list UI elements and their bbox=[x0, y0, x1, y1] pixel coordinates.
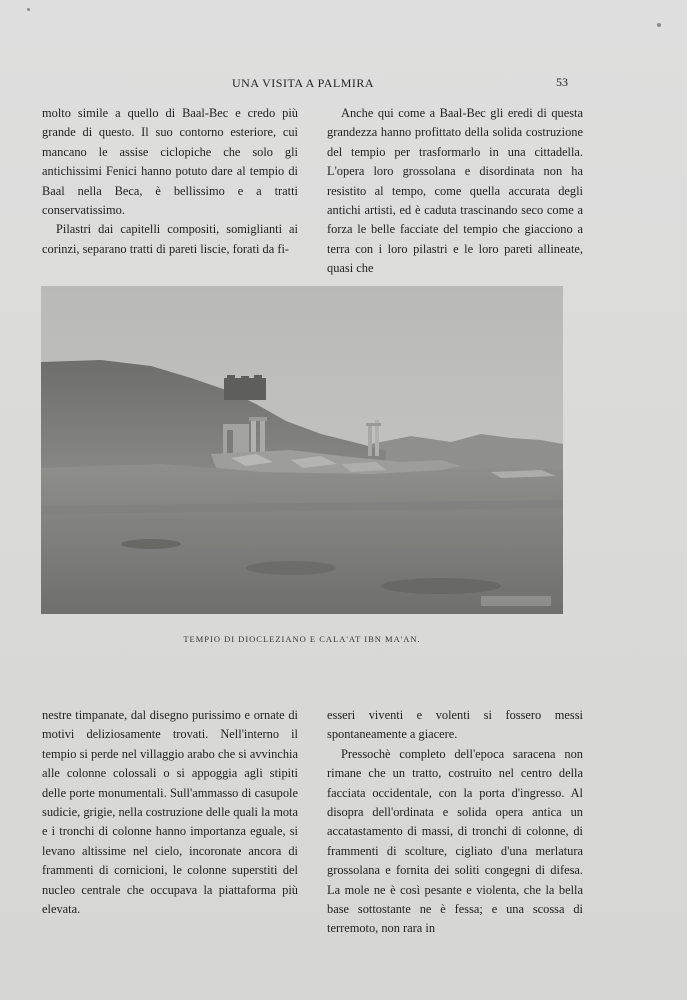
paragraph: Pilastri dai capitelli compositi, somiglianti ai corinzi, separano tratti di pareti liscie, forati da fi- bbox=[42, 222, 298, 256]
figure-caption: TEMPIO DI DIOCLEZIANO E CALA'AT IBN MA'AN. bbox=[183, 634, 421, 644]
paper-speck bbox=[657, 23, 661, 27]
ruins-photograph bbox=[41, 286, 563, 614]
text-column-bottom-right bbox=[327, 706, 583, 939]
paragraph: molto simile a quello di Baal-Bec e credo più grande di questo. Il suo contorno esteriore, cui mancano le assise ciclopiche che solo gli antichissimi Fenici hanno potuto dare al tempio di Baal nella Beca, è bellissimo e a tratti conservatissimo. bbox=[42, 106, 298, 218]
text-column-top-left bbox=[42, 104, 298, 259]
paper-speck bbox=[27, 8, 30, 11]
text-column-bottom-left bbox=[42, 706, 298, 919]
paragraph: nestre timpanate, dal disegno purissimo e ornate di motivi deliziosamente trovati. Nell'interno il tempio si perde nel villaggio arabo che si avvinchia alle colonne colossali o si appoggia agli stipiti delle porte monumentali. Sull'ammasso di casupole sudicie, grigie, nella costruzione delle quali la mota e i tronchi di colonne hanno importanza eguale, si levano altissime nel cielo, incoronate ancora di frammenti di cornicioni, le colonne superstiti del nucleo centrale che occupava la piattaforma più elevata. bbox=[42, 708, 298, 917]
paragraph: Anche qui come a Baal-Bec gli eredi di questa grandezza hanno profittato della solida costruzione del tempio per trasformarlo in una cittadella. L'opera loro grossolana e disordinata non ha resistito al tempo, come quella accurata degli antichi artisti, ed è caduta trascinando seco come a forza le belle facciate del tempio che giacciono a terra con i loro pilastri e le loro pareti allineate, quasi che bbox=[327, 106, 583, 276]
paragraph: esseri viventi e volenti si fossero messi spontaneamente a giacere. bbox=[327, 708, 583, 742]
text-column-top-right bbox=[327, 104, 583, 279]
running-title: UNA VISITA A PALMIRA bbox=[232, 76, 375, 90]
page-number: 53 bbox=[556, 75, 568, 89]
paragraph: Pressochè completo dell'epoca saracena non rimane che un tratto, costruito nel centro della facciata occidentale, con la porta d'ingresso. Al disopra dell'ordinata e solida opera antica un accatastamento di massi, di tronchi di colonne, di frammenti di scolture, cigliato d'una merlatura grossolana e fornita dei soliti congegni di difesa. La mole ne è così pesante e violenta, che la bella base sottostante ne è fessa; e una scossa di terremoto, non rara in bbox=[327, 746, 583, 936]
